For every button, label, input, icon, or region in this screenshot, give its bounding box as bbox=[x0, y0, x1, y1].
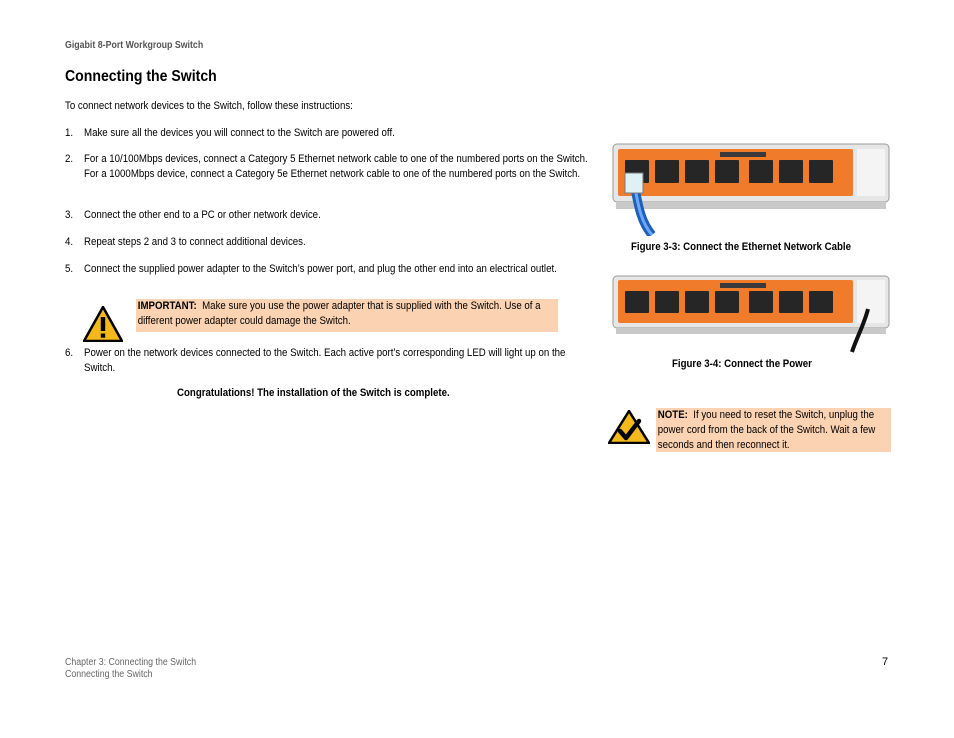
congrats-text: Congratulations! The installation of the Switch is complete. bbox=[177, 387, 450, 399]
step-number: 4. bbox=[65, 236, 74, 248]
step-number: 6. bbox=[65, 347, 74, 359]
step-number: 1. bbox=[65, 127, 74, 139]
step-number: 5. bbox=[65, 263, 74, 275]
section-title: Connecting the Switch bbox=[65, 68, 217, 85]
figure-3-3-caption: Figure 3-3: Connect the Ethernet Network Cable bbox=[631, 241, 851, 253]
footer bbox=[65, 657, 196, 681]
step-number: 2. bbox=[65, 153, 74, 165]
important-label: IMPORTANT: bbox=[137, 300, 197, 312]
footer-chapter: Chapter 3: Connecting the Switch bbox=[65, 657, 197, 668]
page-number: 7 bbox=[882, 656, 889, 668]
important-text: Make sure you use the power adapter that is supplied with the Switch. Use of a different power adapter could damage the Switch. bbox=[137, 300, 541, 327]
note-callout bbox=[656, 408, 891, 452]
step-number: 3. bbox=[65, 209, 74, 221]
footer-section: Connecting the Switch bbox=[65, 669, 153, 680]
step-text: Make sure all the devices you will connect to the Switch are powered off. bbox=[84, 127, 395, 139]
step-text: Repeat steps 2 and 3 to connect additional devices. bbox=[84, 236, 306, 248]
figure-3-4-caption: Figure 3-4: Connect the Power bbox=[672, 358, 812, 370]
step-text: Connect the supplied power adapter to the Switch’s power port, and plug the other end into an electrical outlet. bbox=[84, 263, 557, 275]
step-text: For a 10/100Mbps devices, connect a Category 5 Ethernet network cable to one of the numbered ports on the Switch. For a 1000Mbps device, connect a Category 5e Ethernet network cable to one of the numbered ports on the Switch. bbox=[84, 153, 588, 180]
step-text: Connect the other end to a PC or other network device. bbox=[84, 209, 321, 221]
switch-ethernet-image bbox=[612, 143, 890, 236]
note-label: NOTE: bbox=[657, 409, 688, 421]
warning-icon bbox=[83, 306, 123, 342]
checkmark-icon bbox=[608, 410, 650, 444]
step-text: Power on the network devices connected to the Switch. Each active port’s corresponding LED will light up on the Switch. bbox=[84, 347, 566, 374]
note-text: If you need to reset the Switch, unplug the power cord from the back of the Switch. Wait a few seconds and then reconnect it. bbox=[657, 409, 876, 451]
running-header: Gigabit 8-Port Workgroup Switch bbox=[65, 40, 204, 51]
intro-text: To connect network devices to the Switch, follow these instructions: bbox=[65, 100, 353, 112]
important-callout bbox=[136, 299, 558, 332]
switch-power-image bbox=[612, 275, 890, 353]
